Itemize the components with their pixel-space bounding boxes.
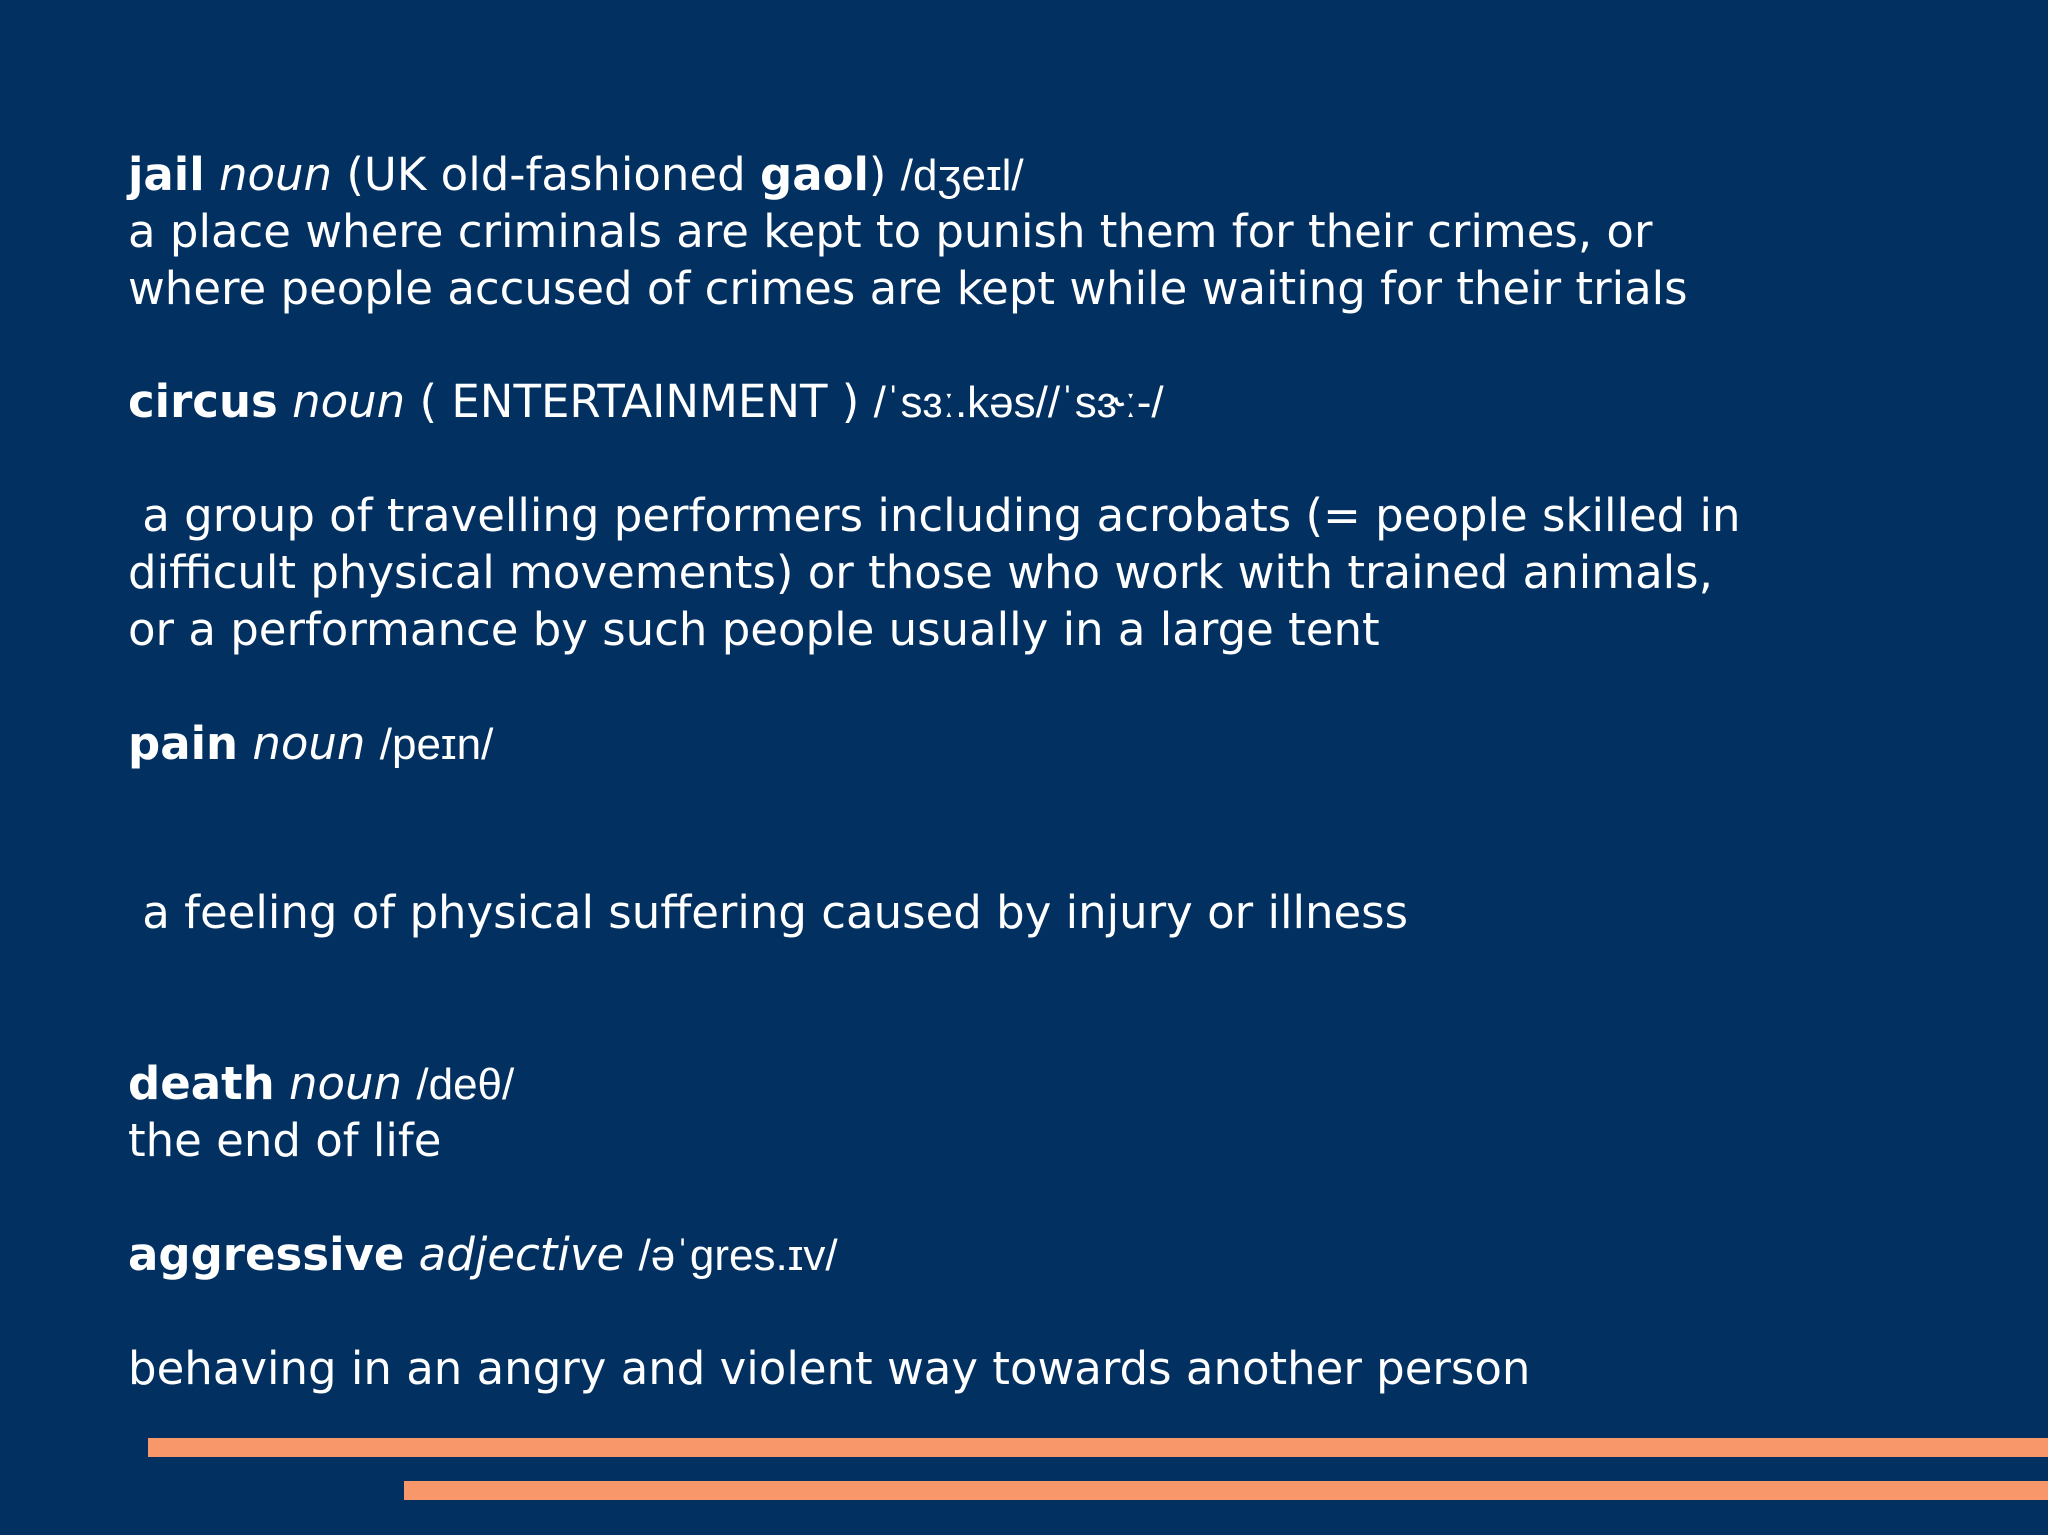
pronunciation: /əˈgres.ɪv/ (638, 1231, 838, 1280)
headword: aggressive (128, 1228, 405, 1281)
definition-line: difficult physical movements) or those who work with trained animals, (128, 546, 1713, 599)
definition-line: a group of travelling performers including acrobats (= people skilled in (128, 489, 1741, 542)
headword: death (128, 1057, 275, 1110)
definition-line: the end of life (128, 1114, 442, 1167)
accent-bar-upper (148, 1438, 2048, 1457)
definition-line: where people accused of crimes are kept while waiting for their trials (128, 262, 1688, 315)
definition-line: or a performance by such people usually in a large tent (128, 603, 1380, 656)
part-of-speech: noun (252, 717, 366, 770)
definition-line: a place where criminals are kept to punish them for their crimes, or (128, 205, 1653, 258)
entry-aggressive-header (128, 1226, 838, 1284)
pronunciation: /peɪn/ (379, 720, 494, 769)
usage-note-close: ) (868, 148, 887, 201)
headword: pain (128, 717, 239, 770)
usage-note-open: (UK old-fashioned (332, 148, 760, 201)
pronunciation: /dʒeɪl/ (900, 151, 1024, 200)
headword: circus (128, 375, 278, 428)
part-of-speech: noun (292, 375, 406, 428)
part-of-speech: noun (288, 1057, 403, 1110)
part-of-speech: noun (218, 148, 333, 201)
pronunciation: /deθ/ (416, 1060, 515, 1109)
entry-jail-header (128, 146, 1024, 204)
pronunciation: /ˈsɜː.kəs//ˈsɝː-/ (873, 378, 1164, 427)
sense-label: ( ENTERTAINMENT ) (405, 375, 874, 428)
part-of-speech: adjective (418, 1228, 625, 1281)
accent-bar-lower (404, 1481, 2048, 1500)
entry-circus-header (128, 373, 1164, 431)
variant-spelling: gaol (760, 148, 869, 201)
entry-death-header (128, 1055, 514, 1113)
definition-line: behaving in an angry and violent way towards another person (128, 1342, 1531, 1395)
headword: jail (128, 148, 205, 201)
entry-pain-header (128, 715, 493, 773)
definition-line: a feeling of physical suffering caused by injury or illness (128, 886, 1409, 939)
